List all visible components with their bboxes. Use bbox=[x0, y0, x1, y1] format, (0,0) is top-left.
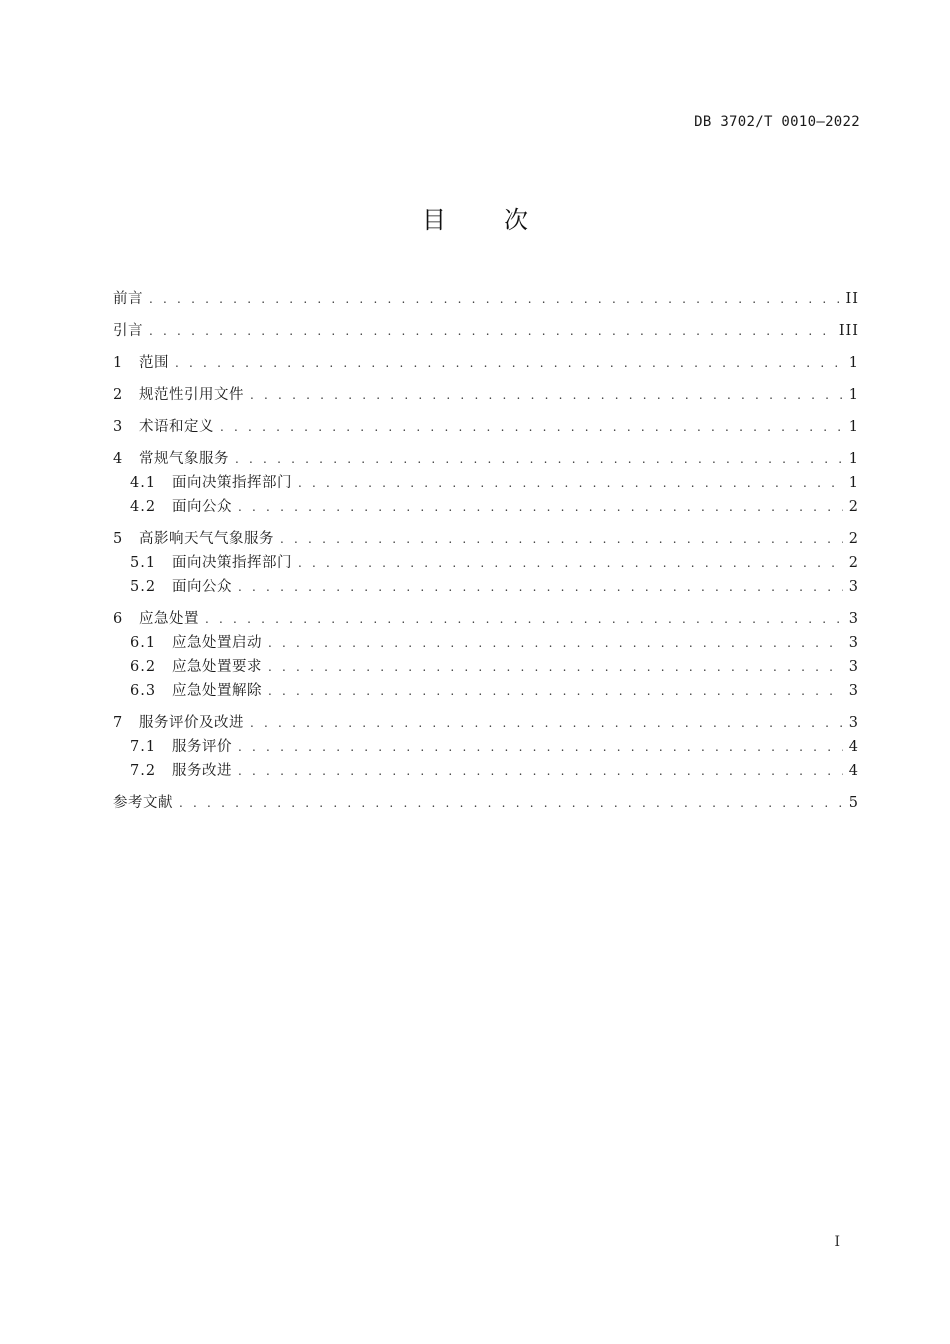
toc-entry[interactable] bbox=[113, 631, 859, 655]
toc-leader-dots bbox=[268, 655, 843, 679]
toc-entry-label: 常规气象服务 bbox=[139, 451, 229, 467]
toc-entry-number: 6 bbox=[113, 611, 123, 627]
toc-entry-label: 应急处置 bbox=[139, 611, 199, 627]
toc-entry-page: 2 bbox=[848, 499, 859, 515]
toc-entry-number: 4.2 bbox=[130, 499, 157, 515]
toc-entry-number: 7.1 bbox=[130, 739, 157, 755]
toc-entry-page: 1 bbox=[848, 475, 859, 491]
toc-leader-dots bbox=[238, 735, 843, 759]
toc-entry-label: 参考文献 bbox=[113, 795, 173, 811]
toc-entry-number: 5 bbox=[113, 531, 123, 547]
toc-leader-dots bbox=[238, 759, 843, 783]
toc-entry-page: 2 bbox=[848, 531, 859, 547]
toc-entry[interactable] bbox=[113, 551, 859, 575]
toc-entry-page: 3 bbox=[848, 659, 859, 675]
toc-leader-dots bbox=[268, 679, 843, 703]
toc-leader-dots bbox=[238, 495, 843, 519]
toc-entry-number: 6.2 bbox=[130, 659, 157, 675]
toc-entry[interactable] bbox=[113, 527, 859, 551]
toc-entry-page: 1 bbox=[848, 355, 859, 371]
toc-leader-dots bbox=[250, 711, 843, 735]
toc-entry[interactable] bbox=[113, 415, 859, 439]
toc-entry-label: 服务评价及改进 bbox=[139, 715, 244, 731]
toc-leader-dots bbox=[235, 447, 843, 471]
toc-entry-page: 4 bbox=[848, 739, 859, 755]
toc-entry-number: 3 bbox=[113, 419, 123, 435]
toc-entry[interactable] bbox=[113, 575, 859, 599]
toc-entry[interactable] bbox=[113, 287, 859, 311]
toc-entry-number: 6.1 bbox=[130, 635, 157, 651]
toc-entry[interactable] bbox=[113, 759, 859, 783]
toc-entry-page: 3 bbox=[848, 715, 859, 731]
toc-entry-label: 范围 bbox=[139, 355, 169, 371]
toc-entry-label: 应急处置解除 bbox=[172, 683, 262, 699]
toc-entry-number: 5.1 bbox=[130, 555, 157, 571]
table-of-contents bbox=[113, 287, 859, 815]
toc-entry-label: 应急处置启动 bbox=[172, 635, 262, 651]
toc-entry-label: 面向公众 bbox=[172, 579, 232, 595]
toc-entry-label: 应急处置要求 bbox=[172, 659, 262, 675]
toc-leader-dots bbox=[298, 471, 843, 495]
toc-leader-dots bbox=[179, 791, 843, 815]
toc-entry[interactable] bbox=[113, 791, 859, 815]
toc-entry-number: 7 bbox=[113, 715, 123, 731]
toc-entry-label: 服务改进 bbox=[172, 763, 232, 779]
toc-entry-page: III bbox=[838, 323, 859, 339]
toc-leader-dots bbox=[250, 383, 843, 407]
toc-entry-label: 高影响天气气象服务 bbox=[139, 531, 274, 547]
toc-entry-page: 1 bbox=[848, 419, 859, 435]
toc-entry-page: 1 bbox=[848, 451, 859, 467]
toc-entry[interactable] bbox=[113, 655, 859, 679]
page-number: I bbox=[834, 1234, 840, 1250]
toc-entry-page: 3 bbox=[848, 635, 859, 651]
toc-entry-page: II bbox=[845, 291, 859, 307]
toc-entry[interactable] bbox=[113, 711, 859, 735]
toc-entry-label: 规范性引用文件 bbox=[139, 387, 244, 403]
toc-entry-label: 面向决策指挥部门 bbox=[172, 555, 292, 571]
toc-leader-dots bbox=[205, 607, 843, 631]
toc-entry-number: 5.2 bbox=[130, 579, 157, 595]
toc-entry-label: 面向决策指挥部门 bbox=[172, 475, 292, 491]
toc-leader-dots bbox=[268, 631, 843, 655]
toc-leader-dots bbox=[149, 319, 833, 343]
toc-entry[interactable] bbox=[113, 735, 859, 759]
toc-entry[interactable] bbox=[113, 319, 859, 343]
toc-entry[interactable] bbox=[113, 351, 859, 375]
toc-entry[interactable] bbox=[113, 607, 859, 631]
toc-entry-label: 面向公众 bbox=[172, 499, 232, 515]
toc-leader-dots bbox=[220, 415, 843, 439]
toc-leader-dots bbox=[280, 527, 843, 551]
toc-entry-label: 服务评价 bbox=[172, 739, 232, 755]
toc-entry-page: 3 bbox=[848, 611, 859, 627]
toc-entry-number: 7.2 bbox=[130, 763, 157, 779]
toc-entry-page: 3 bbox=[848, 683, 859, 699]
toc-leader-dots bbox=[175, 351, 843, 375]
toc-entry-label: 术语和定义 bbox=[139, 419, 214, 435]
toc-entry-page: 4 bbox=[848, 763, 859, 779]
toc-entry-number: 4 bbox=[113, 451, 123, 467]
toc-leader-dots bbox=[298, 551, 843, 575]
toc-leader-dots bbox=[149, 287, 840, 311]
toc-entry[interactable] bbox=[113, 471, 859, 495]
toc-entry[interactable] bbox=[113, 495, 859, 519]
toc-entry[interactable] bbox=[113, 383, 859, 407]
toc-entry-number: 2 bbox=[113, 387, 123, 403]
toc-entry-page: 5 bbox=[848, 795, 859, 811]
toc-entry-number: 6.3 bbox=[130, 683, 157, 699]
toc-entry-page: 1 bbox=[848, 387, 859, 403]
toc-title: 目次 bbox=[422, 206, 586, 234]
document-code: DB 3702/T 0010—2022 bbox=[694, 114, 860, 130]
toc-entry-number: 1 bbox=[113, 355, 123, 371]
toc-entry-page: 3 bbox=[848, 579, 859, 595]
toc-entry-label: 引言 bbox=[113, 323, 143, 339]
toc-leader-dots bbox=[238, 575, 843, 599]
toc-entry-page: 2 bbox=[848, 555, 859, 571]
toc-entry[interactable] bbox=[113, 447, 859, 471]
toc-entry[interactable] bbox=[113, 679, 859, 703]
toc-entry-number: 4.1 bbox=[130, 475, 157, 491]
toc-entry-label: 前言 bbox=[113, 291, 143, 307]
